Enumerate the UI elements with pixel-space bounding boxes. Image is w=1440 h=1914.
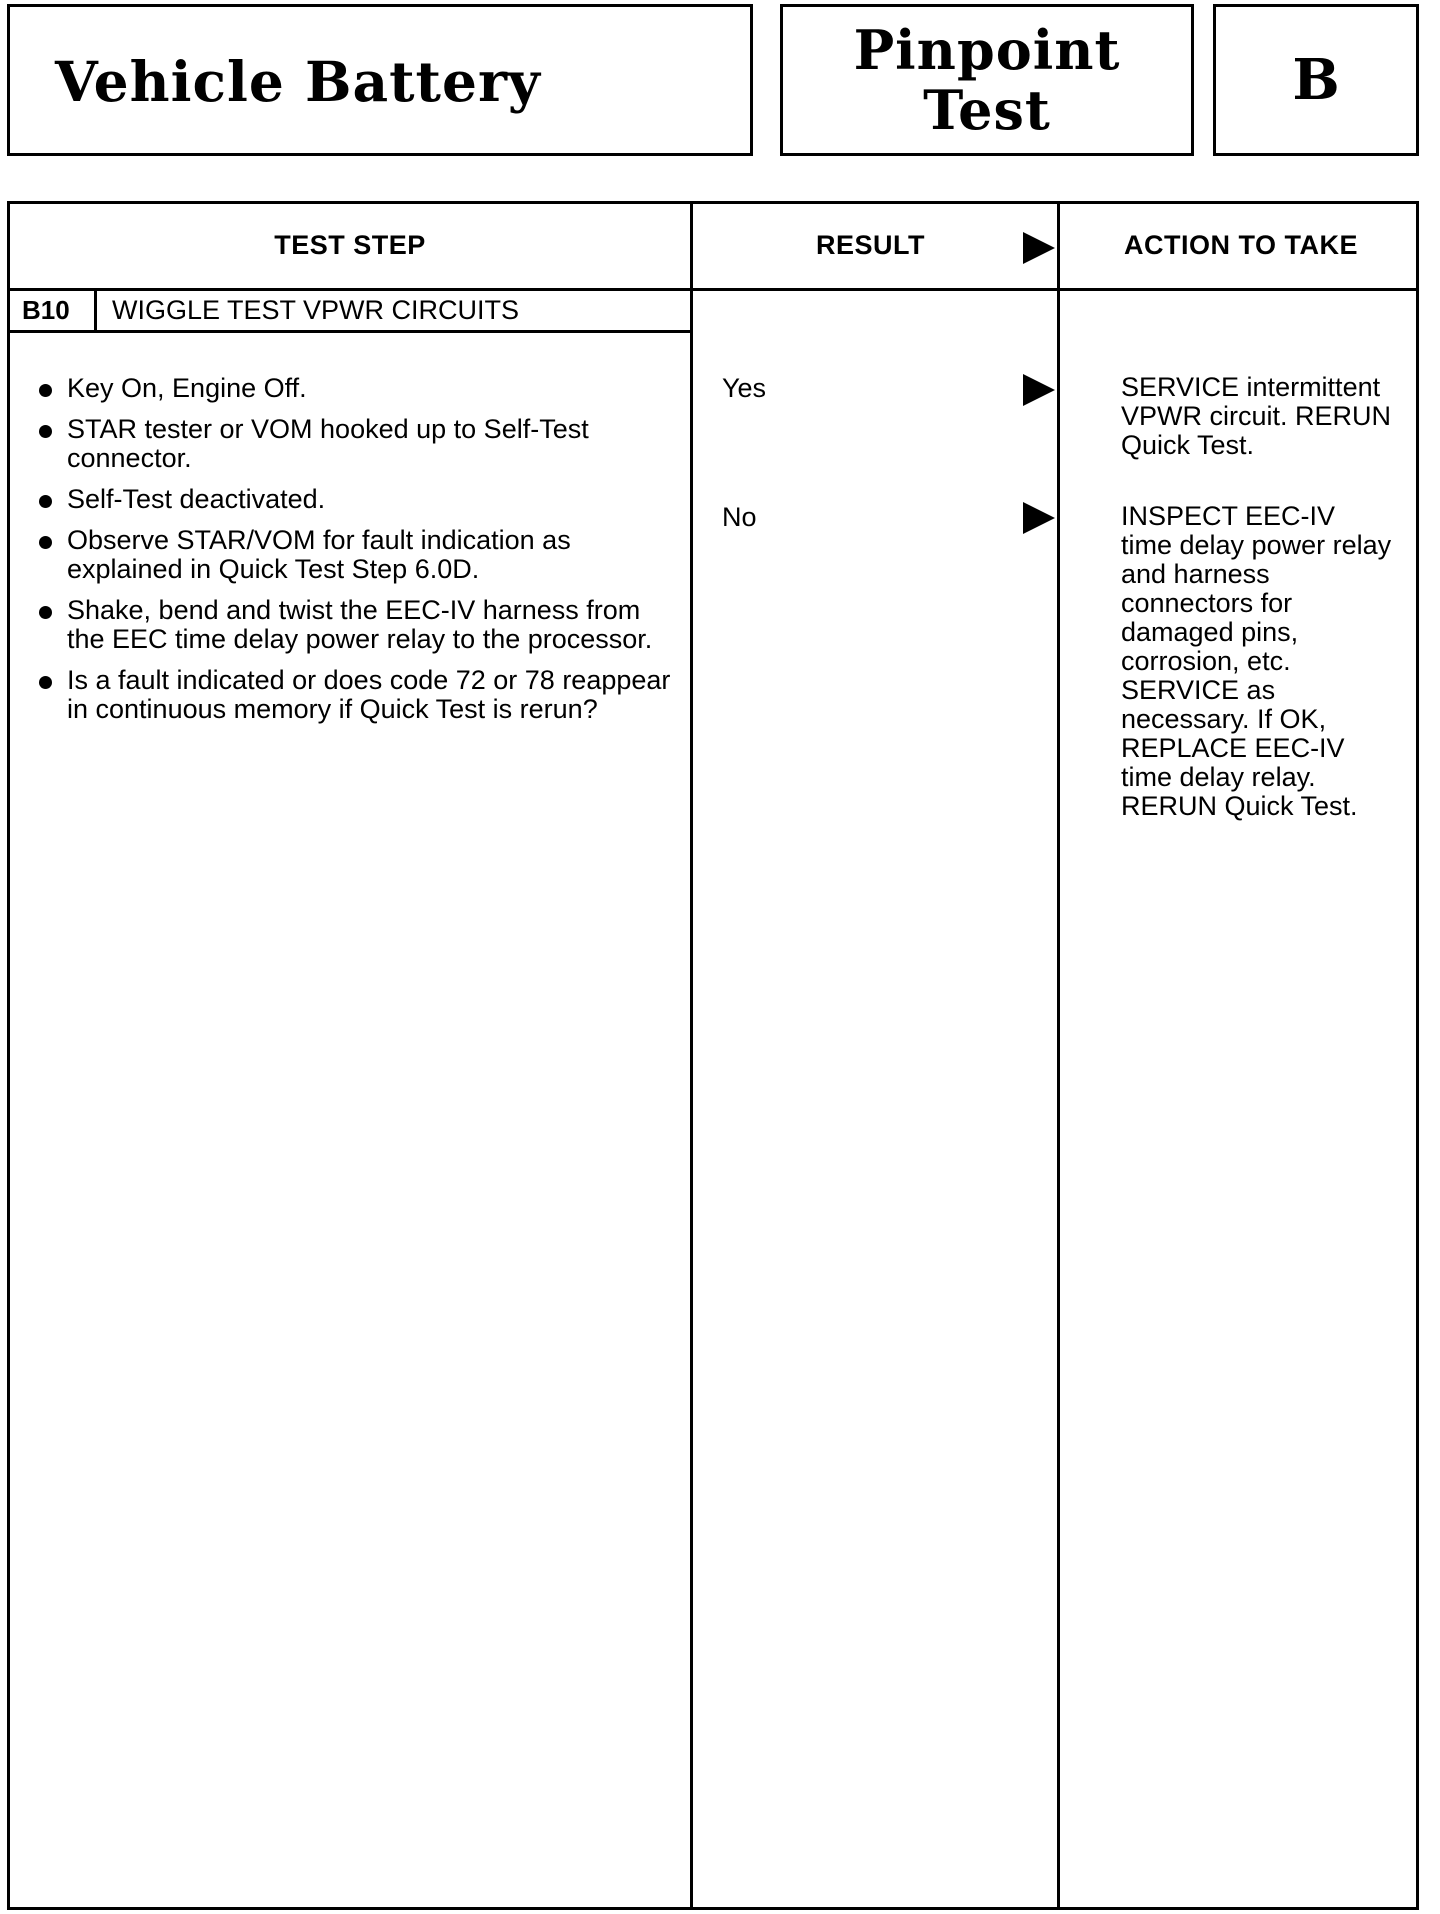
list-item: Self-Test deactivated. <box>35 485 680 514</box>
action-yes: SERVICE intermittent VPWR circuit. RERUN Quick Test. <box>1121 372 1392 460</box>
list-item: Observe STAR/VOM for fault indication as explained in Quick Test Step 6.0D. <box>35 526 680 584</box>
step-divider <box>10 330 690 333</box>
list-item: STAR tester or VOM hooked up to Self-Test connector. <box>35 415 680 473</box>
step-instructions <box>35 374 680 736</box>
result-yes: Yes <box>722 373 767 403</box>
list-item: Shake, bend and twist the EEC-IV harness from the EEC time delay power relay to the processor. <box>35 596 680 654</box>
test-letter: B <box>1292 47 1340 113</box>
arrow-right-icon <box>1023 502 1055 534</box>
column-header-test-step: TEST STEP <box>274 230 426 260</box>
bullet-icon <box>39 384 52 397</box>
bullet-icon <box>39 536 52 549</box>
title-box <box>7 4 753 156</box>
bullet-icon <box>39 606 52 619</box>
test-table <box>7 201 1419 1910</box>
column-header-action: ACTION TO TAKE <box>1124 230 1358 260</box>
bullet-icon <box>39 425 52 438</box>
bullet-icon <box>39 495 52 508</box>
list-item: Is a fault indicated or does code 72 or 78 reappear in continuous memory if Quick Test is rerun? <box>35 666 680 724</box>
column-divider <box>1057 204 1060 1907</box>
test-type-box <box>780 4 1194 156</box>
action-no: INSPECT EEC-IV time delay power relay and harness connectors for damaged pins, corrosion, etc. SERVICE as necessary. If OK, REPLACE EEC-IV time delay relay. RERUN Quick Test. <box>1121 501 1392 821</box>
list-item: Key On, Engine Off. <box>35 374 680 403</box>
test-letter-box <box>1213 4 1419 156</box>
step-title: WIGGLE TEST VPWR CIRCUITS <box>112 295 520 325</box>
column-divider <box>690 204 693 1907</box>
result-no: No <box>722 502 757 532</box>
arrow-right-icon <box>1023 232 1055 264</box>
test-type-label: Pinpoint Test <box>853 18 1121 142</box>
page-title: Vehicle Battery <box>55 49 541 114</box>
arrow-right-icon <box>1023 374 1055 406</box>
bullet-icon <box>39 676 52 689</box>
column-header-result: RESULT <box>816 230 925 260</box>
header-divider <box>10 288 1416 291</box>
step-id: B10 <box>10 288 97 330</box>
